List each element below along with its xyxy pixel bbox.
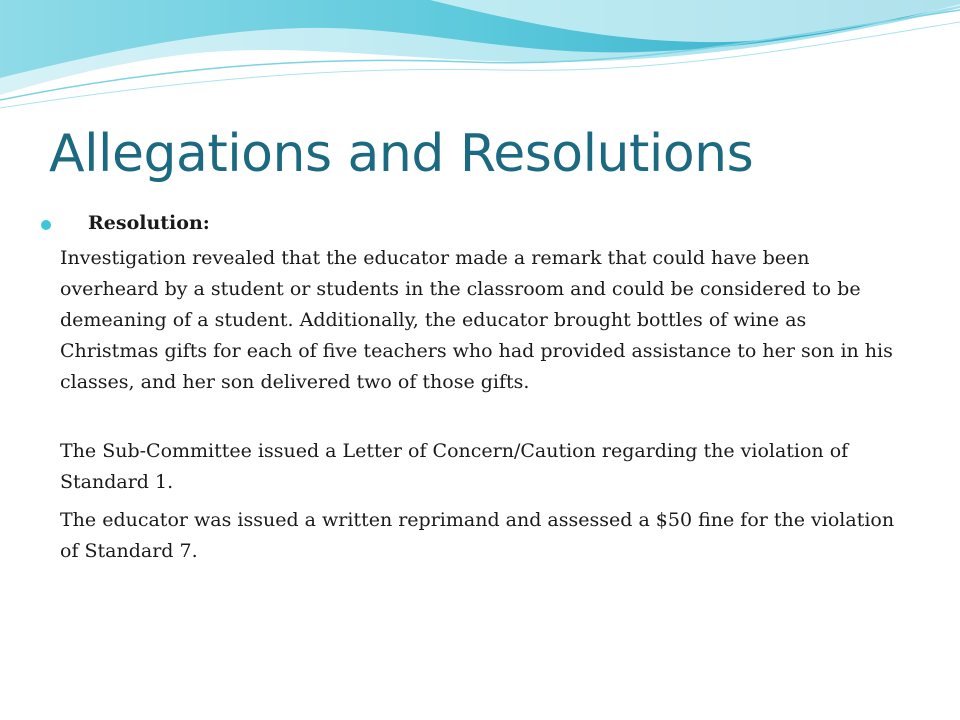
header-wave-decoration [0, 0, 960, 120]
bullet-item-resolution [60, 208, 910, 239]
slide-body [60, 208, 910, 574]
bullet-dot-icon [41, 220, 51, 230]
slide-title: Allegations and Resolutions [49, 124, 754, 184]
paragraph-investigation: Investigation revealed that the educator made a remark that could have been overheard by a student or students in the classroom and could be considered to be demeaning of a student. Additionally, the educator brought bottles of wine as Christmas gifts for each of five teachers who had provided assistance to her son in his classes, and her son delivered two of those gifts. [60, 247, 893, 393]
bullet-label: Resolution: [88, 212, 210, 234]
paragraph-letter-of-concern: The Sub-Committee issued a Letter of Concern/Caution regarding the violation of Standard 1. [60, 440, 849, 493]
paragraph-reprimand: The educator was issued a written reprimand and assessed a $50 fine for the violation of Standard 7. [60, 509, 895, 562]
